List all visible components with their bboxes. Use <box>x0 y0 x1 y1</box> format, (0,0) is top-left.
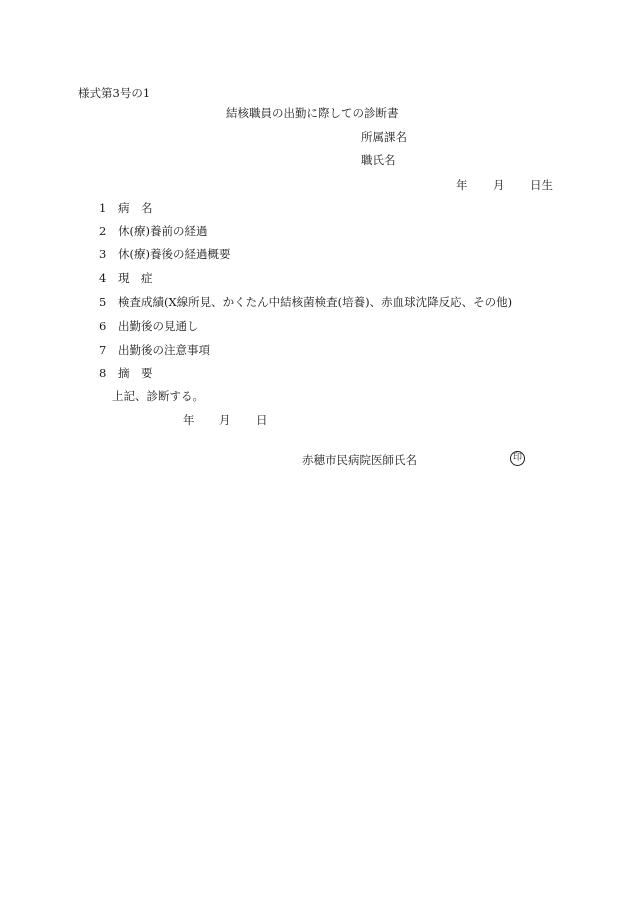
item-number: 7 <box>99 343 107 357</box>
date-month-label: 月 <box>219 413 231 427</box>
staff-name-label: 職氏名 <box>361 153 396 167</box>
document-title: 結核職員の出勤に際しての診断書 <box>226 106 399 120</box>
item-label: 摘 要 <box>118 366 153 380</box>
item-label: 休(療)養後の経過概要 <box>118 247 231 261</box>
seal-mark: 印 <box>510 451 525 466</box>
item-number: 3 <box>99 247 107 261</box>
item-number: 4 <box>99 271 107 285</box>
form-number: 様式第3号の1 <box>78 86 151 100</box>
item-number: 5 <box>99 295 107 309</box>
item-label: 検査成績(X線所見、かくたん中結核菌検査(培養)、赤血球沈降反応、その他) <box>118 295 513 309</box>
doctor-name-label: 赤穂市民病院医師氏名 <box>302 453 417 467</box>
item-label: 出勤後の見通し <box>118 319 199 333</box>
item-label: 病 名 <box>118 201 153 215</box>
department-label: 所属課名 <box>361 130 407 144</box>
item-label: 現 症 <box>118 271 153 285</box>
item-label: 出勤後の注意事項 <box>118 343 210 357</box>
item-label: 休(療)養前の経過 <box>118 224 208 238</box>
date-year-label: 年 <box>183 413 195 427</box>
birth-date-line <box>456 178 552 192</box>
item-number: 6 <box>99 319 107 333</box>
certification-date-line <box>183 413 273 427</box>
birth-day-label: 日生 <box>530 178 553 192</box>
birth-year-label: 年 <box>456 178 468 192</box>
birth-month-label: 月 <box>493 178 505 192</box>
item-number: 8 <box>99 366 107 380</box>
item-number: 1 <box>99 201 107 215</box>
certification-statement: 上記、診断する。 <box>112 389 204 403</box>
date-day-label: 日 <box>256 413 268 427</box>
item-number: 2 <box>99 224 107 238</box>
